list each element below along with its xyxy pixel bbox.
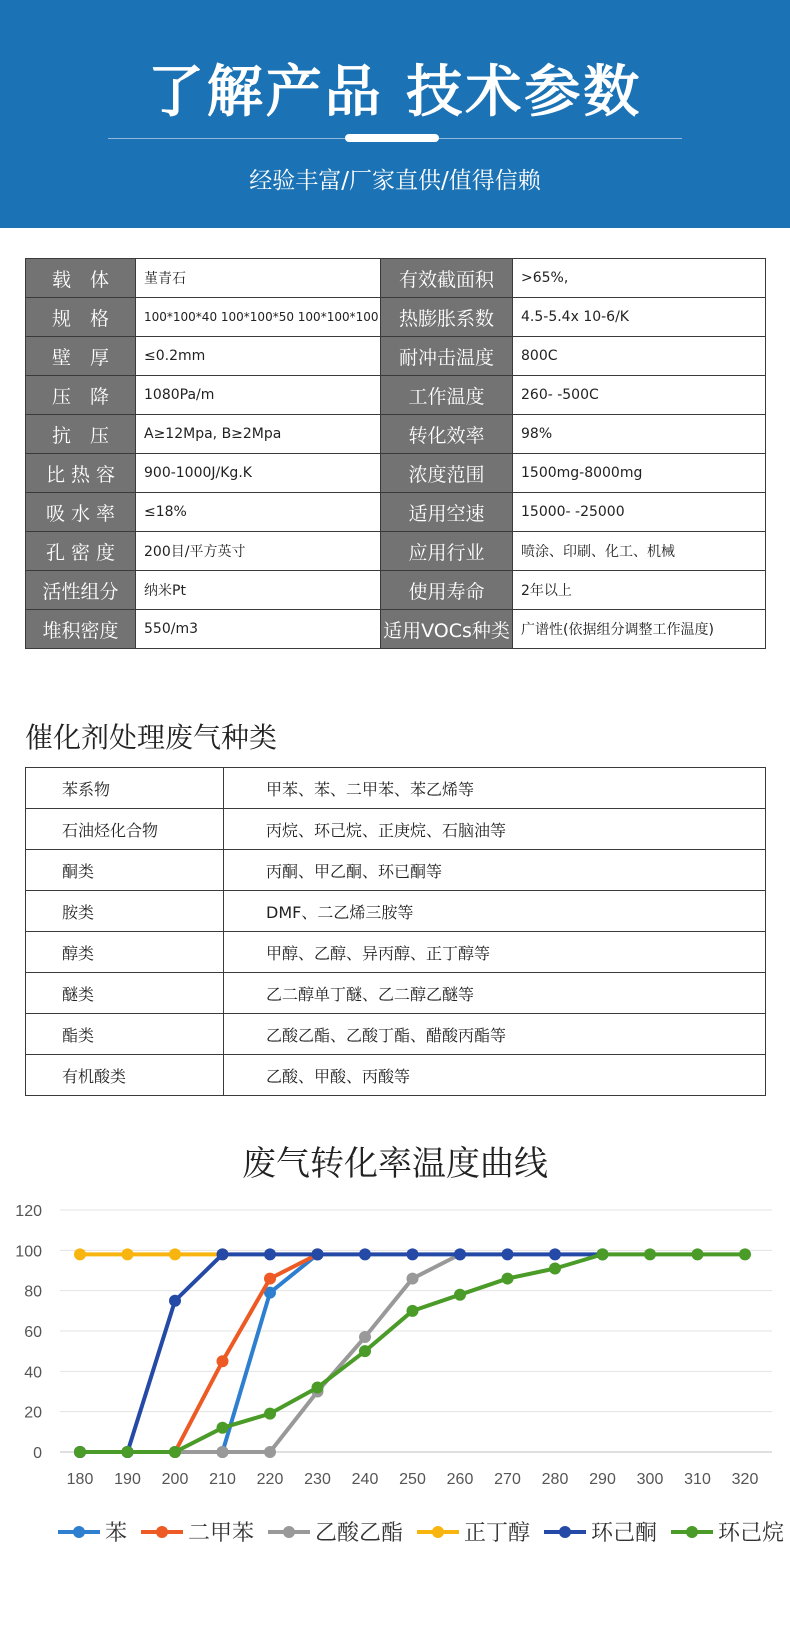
spec-row: [26, 571, 766, 610]
data-point: [264, 1273, 276, 1285]
spec-key: 比 热 容: [26, 454, 136, 493]
spec-value: 550/m3: [136, 610, 381, 649]
data-point: [644, 1248, 656, 1260]
x-tick-label: 250: [399, 1471, 426, 1488]
spec-key: 活性组分: [26, 571, 136, 610]
data-point: [217, 1446, 229, 1458]
gas-type-row: [26, 973, 766, 1014]
x-tick-label: 310: [684, 1471, 711, 1488]
y-tick-label: 0: [33, 1445, 42, 1462]
gas-type-examples: 甲苯、苯、二甲苯、苯乙烯等: [224, 768, 766, 809]
y-tick-label: 20: [24, 1404, 42, 1422]
data-point: [359, 1345, 371, 1357]
spec-key: 压 降: [26, 376, 136, 415]
x-tick-label: 240: [351, 1471, 379, 1488]
spec-key: 堆积密度: [26, 610, 136, 649]
gas-type-examples: 丙酮、甲乙酮、环已酮等: [224, 850, 766, 891]
chart-title: 废气转化率温度曲线: [242, 1144, 548, 1184]
x-tick-label: 300: [636, 1471, 664, 1488]
spec-value: 100*100*40 100*100*50 100*100*100: [136, 298, 381, 337]
spec-value: ≤18%: [136, 493, 381, 532]
spec-row: [26, 493, 766, 532]
data-point: [407, 1305, 419, 1317]
x-tick-label: 280: [541, 1471, 569, 1488]
spec-value: 4.5-5.4x 10-6/K: [513, 298, 766, 337]
gas-type-name: 醇类: [26, 932, 224, 973]
data-point: [359, 1248, 371, 1260]
data-point: [217, 1422, 229, 1434]
spec-value: 800C: [513, 337, 766, 376]
gas-type-name: 酯类: [26, 1014, 224, 1055]
spec-key: 抗 压: [26, 415, 136, 454]
spec-key: 孔 密 度: [26, 532, 136, 571]
legend-label: 正丁醇: [464, 1521, 531, 1546]
spec-key: 转化效率: [381, 415, 513, 454]
legend-label: 环己烷: [718, 1521, 785, 1546]
spec-row: [26, 454, 766, 493]
gas-type-name: 酮类: [26, 850, 224, 891]
gas-type-row: [26, 809, 766, 850]
data-point: [502, 1248, 514, 1260]
x-tick-label: 210: [209, 1471, 236, 1488]
data-point: [217, 1248, 229, 1260]
spec-row: [26, 376, 766, 415]
spec-value: 1500mg-8000mg: [513, 454, 766, 493]
y-tick-label: 100: [15, 1243, 42, 1261]
gas-type-examples: 乙二醇单丁醚、乙二醇乙醚等: [224, 973, 766, 1014]
data-point: [502, 1273, 514, 1285]
spec-key: 浓度范围: [381, 454, 513, 493]
spec-key: 吸 水 率: [26, 493, 136, 532]
spec-value: 1080Pa/m: [136, 376, 381, 415]
data-point: [122, 1248, 134, 1260]
gas-type-name: 胺类: [26, 891, 224, 932]
section-title-gas-types: 催化剂处理废气种类: [25, 721, 278, 754]
legend-label: 乙酸乙酯: [315, 1521, 404, 1546]
data-point: [74, 1446, 86, 1458]
series-line: [80, 1254, 318, 1452]
x-tick-label: 220: [256, 1471, 284, 1488]
gas-type-name: 苯系物: [26, 768, 224, 809]
data-point: [312, 1248, 324, 1260]
conversion-temperature-chart: [0, 1190, 790, 1635]
spec-key: 耐冲击温度: [381, 337, 513, 376]
x-tick-label: 260: [446, 1471, 474, 1488]
data-point: [264, 1248, 276, 1260]
data-point: [454, 1248, 466, 1260]
legend-marker: [686, 1526, 698, 1538]
x-tick-label: 230: [304, 1471, 331, 1488]
data-point: [264, 1446, 276, 1458]
gas-type-name: 石油烃化合物: [26, 809, 224, 850]
page-title: 了解产品 技术参数: [147, 60, 643, 125]
spec-key: 热膨胀系数: [381, 298, 513, 337]
gas-type-name: 醚类: [26, 973, 224, 1014]
spec-value: 喷涂、印刷、化工、机械: [513, 532, 766, 571]
data-point: [217, 1355, 229, 1367]
gas-type-examples: 乙酸乙酯、乙酸丁酯、醋酸丙酯等: [224, 1014, 766, 1055]
gas-type-examples: 甲醇、乙醇、异丙醇、正丁醇等: [224, 932, 766, 973]
gas-type-row: [26, 850, 766, 891]
spec-row: [26, 298, 766, 337]
spec-row: [26, 610, 766, 649]
data-point: [359, 1331, 371, 1343]
data-point: [169, 1295, 181, 1307]
spec-value: 15000- -25000: [513, 493, 766, 532]
spec-value: >65%,: [513, 259, 766, 298]
y-tick-label: 60: [24, 1324, 42, 1341]
data-point: [264, 1408, 276, 1420]
legend-marker: [156, 1526, 168, 1538]
spec-value: 2年以上: [513, 571, 766, 610]
gas-type-row: [26, 932, 766, 973]
x-tick-label: 200: [161, 1471, 189, 1488]
x-tick-label: 270: [494, 1471, 521, 1488]
y-tick-label: 40: [24, 1364, 42, 1382]
spec-key: 壁 厚: [26, 337, 136, 376]
legend-marker: [73, 1526, 85, 1538]
spec-value: 900-1000J/Kg.K: [136, 454, 381, 493]
spec-value: 98%: [513, 415, 766, 454]
gas-type-row: [26, 768, 766, 809]
legend-marker: [559, 1526, 571, 1538]
gas-type-row: [26, 1014, 766, 1055]
x-tick-label: 190: [114, 1471, 141, 1488]
data-point: [74, 1248, 86, 1260]
spec-row: [26, 415, 766, 454]
data-point: [739, 1248, 751, 1260]
spec-value: 纳米Pt: [136, 571, 381, 610]
spec-row: [26, 259, 766, 298]
spec-key: 应用行业: [381, 532, 513, 571]
spec-key: 载 体: [26, 259, 136, 298]
gas-type-row: [26, 1055, 766, 1096]
spec-key: 工作温度: [381, 376, 513, 415]
series-line: [80, 1254, 603, 1452]
x-tick-label: 290: [589, 1471, 616, 1488]
data-point: [549, 1248, 561, 1260]
gas-type-examples: 丙烷、环己烷、正庚烷、石脑油等: [224, 809, 766, 850]
spec-row: [26, 532, 766, 571]
spec-key: 规 格: [26, 298, 136, 337]
gas-type-name: 有机酸类: [26, 1055, 224, 1096]
spec-value: 260- -500C: [513, 376, 766, 415]
spec-key: 有效截面积: [381, 259, 513, 298]
data-point: [597, 1248, 609, 1260]
x-tick-label: 180: [66, 1471, 94, 1488]
data-point: [692, 1248, 704, 1260]
spec-row: [26, 337, 766, 376]
spec-value: A≥12Mpa, B≥2Mpa: [136, 415, 381, 454]
legend-label: 苯: [105, 1521, 128, 1546]
x-tick-label: 320: [731, 1471, 759, 1488]
data-point: [122, 1446, 134, 1458]
data-point: [407, 1273, 419, 1285]
data-point: [169, 1446, 181, 1458]
spec-key: 适用VOCs种类: [381, 610, 513, 649]
spec-value: 堇青石: [136, 259, 381, 298]
data-point: [312, 1381, 324, 1393]
legend-marker: [432, 1526, 444, 1538]
data-point: [407, 1248, 419, 1260]
data-point: [549, 1262, 561, 1274]
spec-table: [25, 258, 766, 649]
header-banner: [0, 0, 790, 228]
gas-types-table: [25, 767, 766, 1096]
gas-type-examples: DMF、二乙烯三胺等: [224, 891, 766, 932]
spec-key: 适用空速: [381, 493, 513, 532]
page-subtitle: 经验丰富/厂家直供/值得信赖: [249, 168, 541, 194]
header-divider-accent: [345, 134, 439, 142]
y-tick-label: 80: [24, 1283, 42, 1301]
spec-value: ≤0.2mm: [136, 337, 381, 376]
y-tick-label: 120: [15, 1203, 42, 1220]
gas-type-row: [26, 891, 766, 932]
legend-label: 二甲苯: [188, 1521, 255, 1546]
spec-value: 200目/平方英寸: [136, 532, 381, 571]
spec-key: 使用寿命: [381, 571, 513, 610]
legend-marker: [283, 1526, 295, 1538]
spec-value: 广谱性(依据组分调整工作温度): [513, 610, 766, 649]
data-point: [169, 1248, 181, 1260]
gas-type-examples: 乙酸、甲酸、丙酸等: [224, 1055, 766, 1096]
data-point: [454, 1289, 466, 1301]
legend-label: 环己酮: [591, 1521, 658, 1546]
